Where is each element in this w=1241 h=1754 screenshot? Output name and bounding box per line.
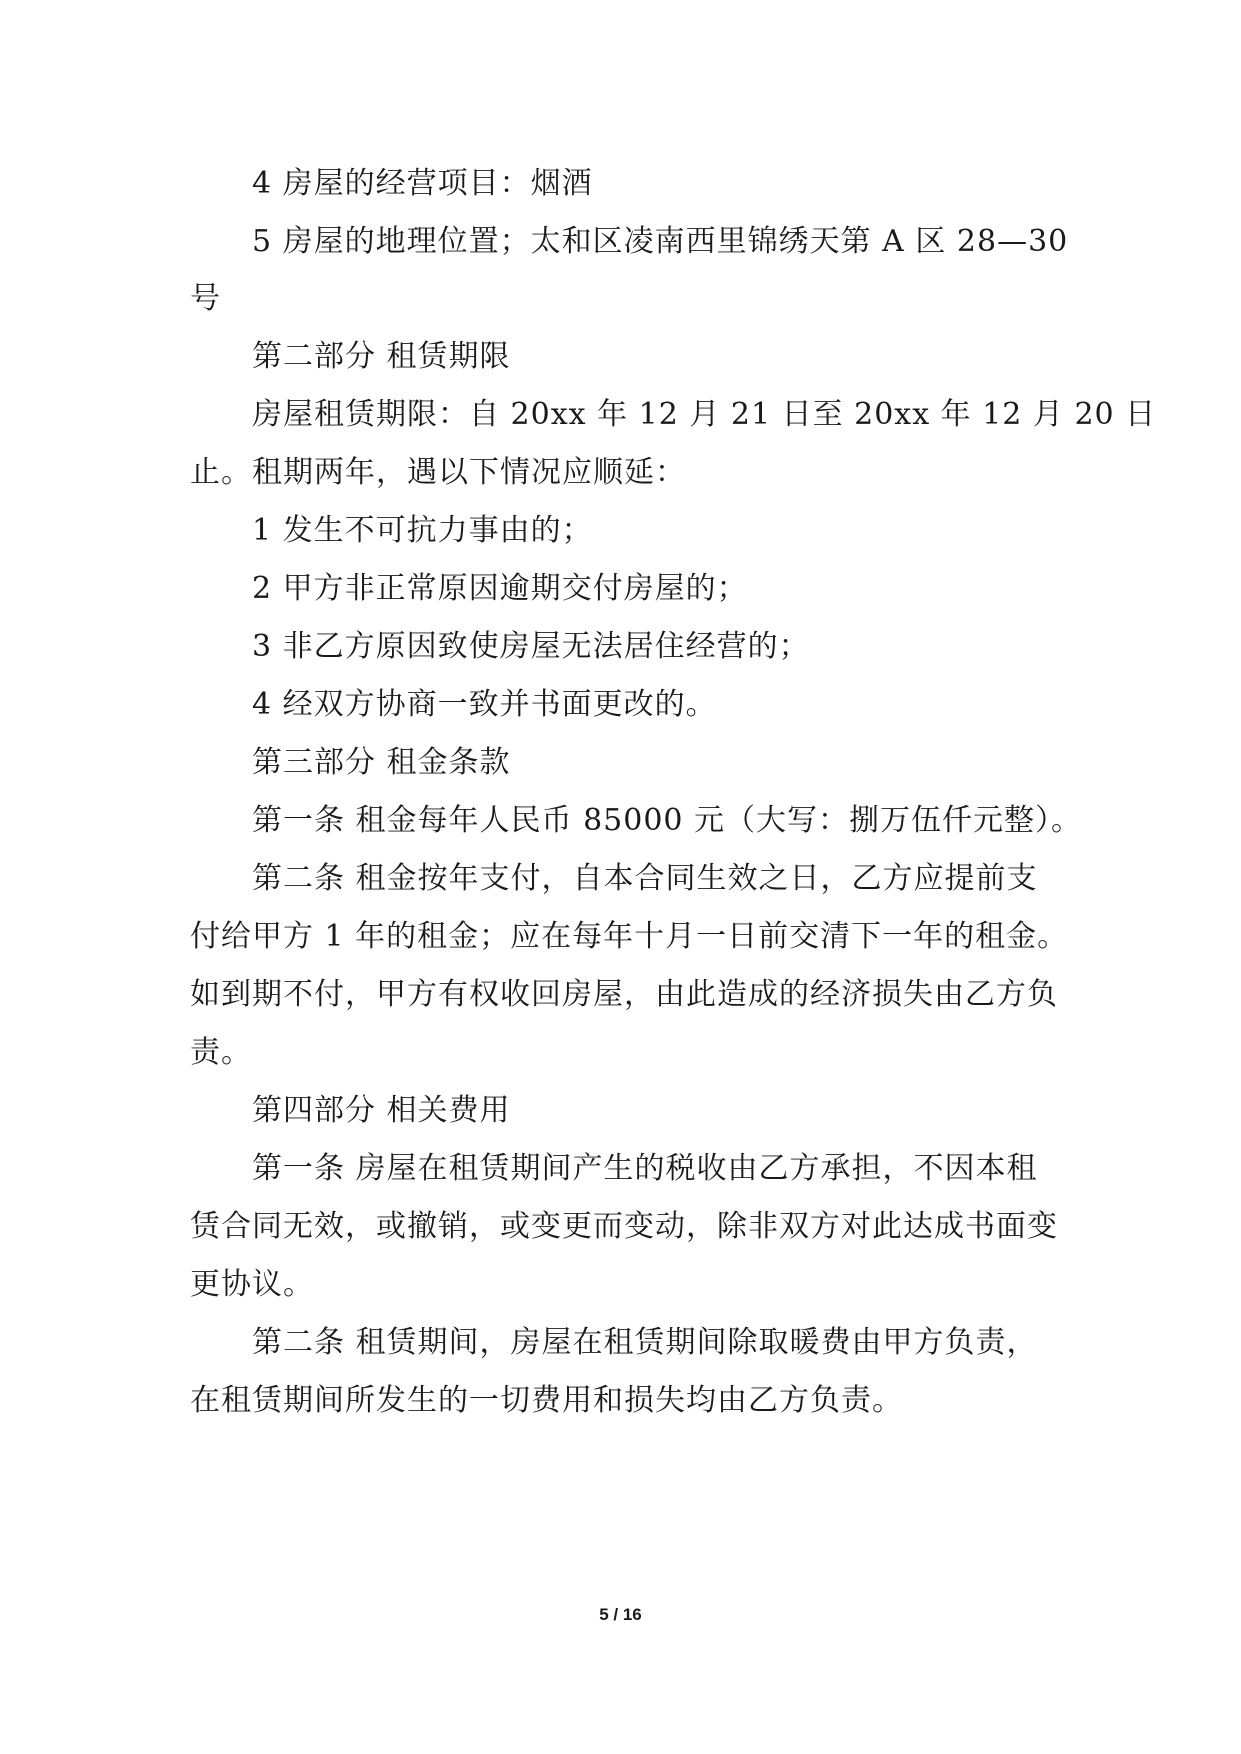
list-item: 2 甲方非正常原因逾期交付房屋的； — [252, 571, 748, 606]
paragraph-line: 更协议。 — [190, 1267, 314, 1302]
section-heading: 第三部分 租金条款 — [252, 745, 511, 780]
paragraph-line: 在租赁期间所发生的一切费用和损失均由乙方负责。 — [190, 1383, 903, 1418]
paragraph-line: 4 房屋的经营项目：烟酒 — [252, 166, 593, 201]
paragraph-line: 第一条 房屋在租赁期间产生的税收由乙方承担，不因本租 — [252, 1151, 1038, 1186]
paragraph-line: 第二条 租赁期间，房屋在租赁期间除取暖费由甲方负责， — [252, 1325, 1038, 1360]
list-item: 4 经双方协商一致并书面更改的。 — [252, 687, 717, 722]
paragraph-line: 付给甲方 1 年的租金；应在每年十月一日前交清下一年的租金。 — [190, 919, 1069, 954]
paragraph-line: 责。 — [190, 1035, 252, 1070]
paragraph-line: 房屋租赁期限：自 20xx 年 12 月 21 日至 20xx 年 12 月 20 日 — [252, 397, 1157, 432]
paragraph-line: 第一条 租金每年人民币 85000 元（大写：捌万伍仟元整）。 — [252, 803, 1083, 838]
paragraph-line: 号 — [190, 281, 221, 316]
list-item: 1 发生不可抗力事由的； — [252, 513, 593, 548]
paragraph-line: 如到期不付，甲方有权收回房屋，由此造成的经济损失由乙方负 — [190, 977, 1058, 1012]
page-number: 5 / 16 — [599, 1605, 642, 1624]
paragraph-line: 第二条 租金按年支付，自本合同生效之日，乙方应提前支 — [252, 861, 1038, 896]
section-heading: 第四部分 相关费用 — [252, 1093, 511, 1128]
section-heading: 第二部分 租赁期限 — [252, 339, 511, 374]
paragraph-line: 5 房屋的地理位置；太和区凌南西里锦绣天第 A 区 28—30 — [252, 224, 1069, 259]
list-item: 3 非乙方原因致使房屋无法居住经营的； — [252, 629, 810, 664]
paragraph-line: 赁合同无效，或撤销，或变更而变动，除非双方对此达成书面变 — [190, 1209, 1058, 1244]
paragraph-line: 止。租期两年，遇以下情况应顺延： — [190, 455, 686, 490]
